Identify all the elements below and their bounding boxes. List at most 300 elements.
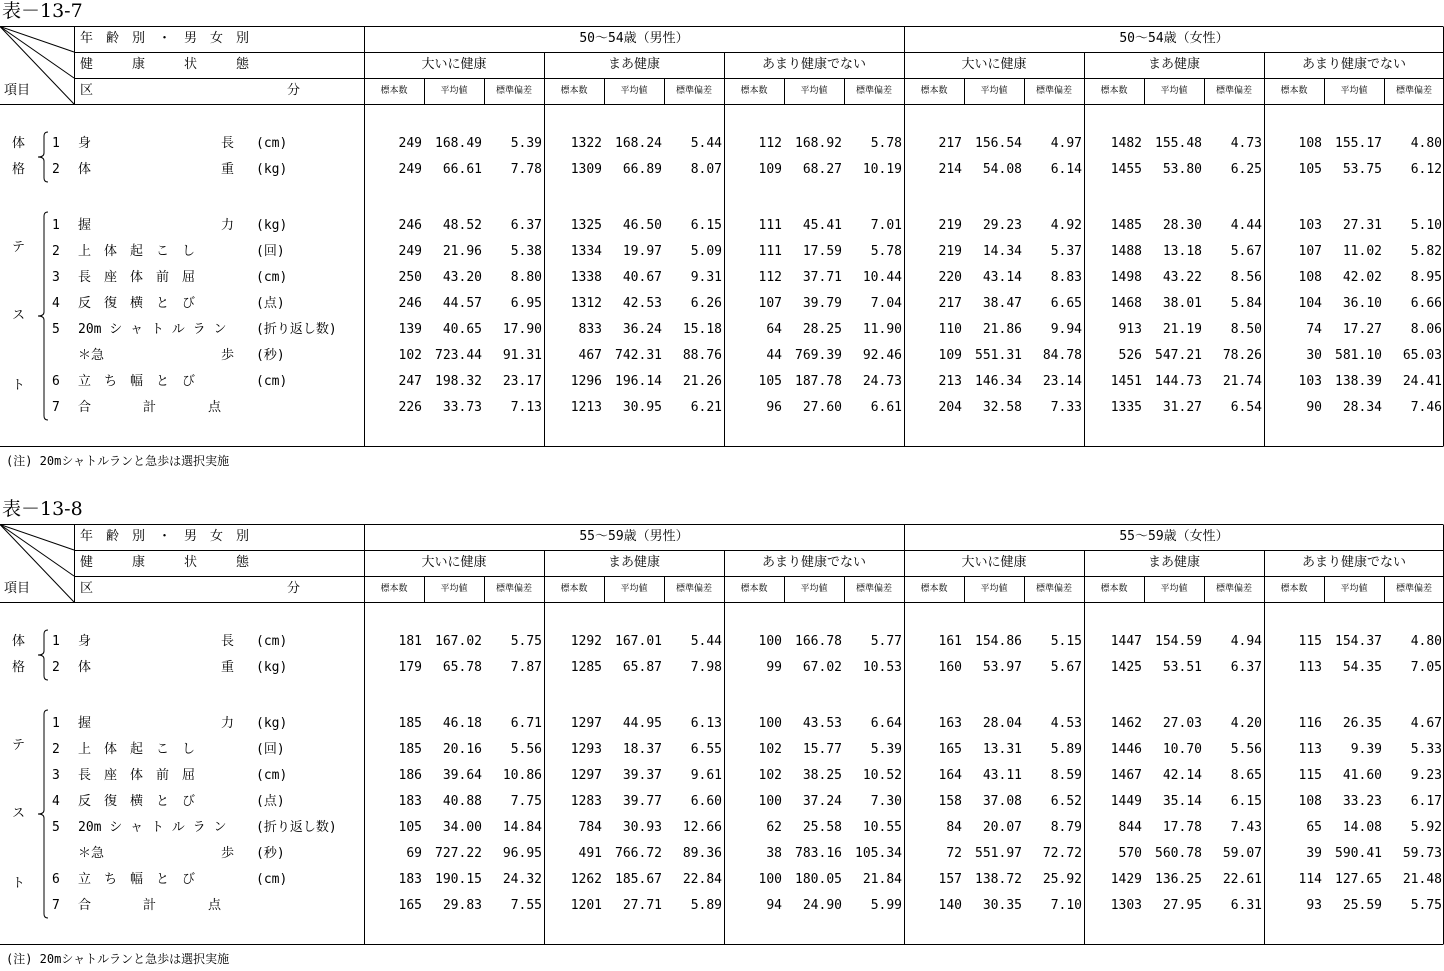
row-item-name: 合 計 点 [78, 898, 222, 913]
table-cell: 72.72 [1042, 846, 1082, 861]
table-cell: 84 [946, 820, 962, 835]
table-cell: 4.94 [1230, 634, 1262, 649]
table-cell: 66.61 [442, 162, 482, 177]
table-cell: 1485 [1110, 218, 1142, 233]
table-cell: 109 [758, 162, 782, 177]
header-female-group: 55～59歳（女性） [1119, 529, 1229, 544]
table-cell: 5.99 [870, 898, 902, 913]
table-cell: 165 [398, 898, 422, 913]
table-cell: 30 [1306, 348, 1322, 363]
table-cell: 4.67 [1410, 716, 1442, 731]
table-cell: 198.32 [435, 374, 482, 389]
table-cell: 8.95 [1410, 270, 1442, 285]
row-item-unit: (点) [256, 296, 285, 311]
header-age-sex: 年 齢 別 ・ 男 女 別 [80, 529, 250, 544]
table-cell: 37.24 [802, 794, 842, 809]
table-cell: 783.16 [795, 846, 842, 861]
group-label-test: ト [12, 378, 26, 393]
table-cell: 42.53 [622, 296, 662, 311]
table-cell: 7.98 [690, 660, 722, 675]
header-stat-type: 標準偏差 [855, 584, 892, 594]
table-cell: 29.23 [982, 218, 1022, 233]
header-stat-type: 標本数 [1280, 86, 1308, 96]
header-stat-type: 標本数 [1100, 584, 1128, 594]
header-stat-type: 標準偏差 [1395, 86, 1432, 96]
row-item-unit: (cm) [256, 872, 288, 887]
table-cell: 6.37 [510, 218, 542, 233]
table-cell: 8.80 [510, 270, 542, 285]
header-health-level: まあ健康 [607, 555, 660, 570]
table-cell: 6.17 [1410, 794, 1442, 809]
table-cell: 219 [938, 244, 962, 259]
table-cell: 18.37 [622, 742, 662, 757]
table-cell: 1335 [1110, 400, 1142, 415]
row-item-name: 合 計 点 [78, 400, 222, 415]
row-item-number: 2 [52, 742, 60, 757]
table-cell: 102 [398, 348, 422, 363]
row-item-number: 5 [52, 322, 60, 337]
table-cell: 54.35 [1342, 660, 1382, 675]
table-cell: 144.73 [1155, 374, 1202, 389]
table-cell: 46.18 [442, 716, 482, 731]
group-label-test: テ [12, 738, 26, 753]
table-cell: 24.32 [502, 872, 542, 887]
table-cell: 5.37 [1050, 244, 1082, 259]
table-cell: 467 [578, 348, 602, 363]
table-cell: 24.73 [862, 374, 902, 389]
table-cell: 8.79 [1050, 820, 1082, 835]
group-label-physique: 格 [12, 162, 26, 177]
table-cell: 115 [1298, 768, 1322, 783]
header-stat-type: 標準偏差 [1215, 86, 1252, 96]
group-label-physique: 格 [12, 660, 26, 675]
header-stat-type: 標準偏差 [1215, 584, 1252, 594]
table-cell: 44.95 [622, 716, 662, 731]
table-cell: 44 [766, 348, 782, 363]
table-cell: 246 [398, 296, 422, 311]
row-item-name: 反 復 横 と び [78, 794, 196, 809]
header-health-level: まあ健康 [607, 57, 660, 72]
table-cell: 5.92 [1410, 820, 1442, 835]
row-item-name: 長 座 体 前 屈 [78, 270, 196, 285]
table-cell: 226 [398, 400, 422, 415]
table-cell: 88.76 [682, 348, 722, 363]
row-item-number: 3 [52, 768, 60, 783]
table-cell: 1309 [570, 162, 602, 177]
table-cell: 7.87 [510, 660, 542, 675]
header-stat-type: 平均値 [800, 584, 828, 594]
table-cell: 1449 [1110, 794, 1142, 809]
row-item-number: 4 [52, 296, 60, 311]
table-cell: 185.67 [615, 872, 662, 887]
table-cell: 24.41 [1402, 374, 1442, 389]
table-cell: 116 [1298, 716, 1322, 731]
group-label-test: ト [12, 876, 26, 891]
table-cell: 1451 [1110, 374, 1142, 389]
table-cell: 23.14 [1042, 374, 1082, 389]
header-stat-type: 平均値 [1340, 584, 1368, 594]
table-cell: 9.23 [1410, 768, 1442, 783]
table-footnote: (注) 20mシャトルランと急歩は選択実施 [6, 454, 230, 468]
table-cell: 247 [398, 374, 422, 389]
table-cell: 92.46 [862, 348, 902, 363]
table-cell: 40.88 [442, 794, 482, 809]
table-cell: 168.92 [795, 136, 842, 151]
table-footnote: (注) 20mシャトルランと急歩は選択実施 [6, 952, 230, 966]
table-cell: 111 [758, 244, 782, 259]
table-cell: 10.19 [862, 162, 902, 177]
table-cell: 6.55 [690, 742, 722, 757]
table-cell: 103 [1298, 218, 1322, 233]
table-cell: 33.73 [442, 400, 482, 415]
table-cell: 6.61 [870, 400, 902, 415]
group-label-test: テ [12, 240, 26, 255]
table-cell: 27.71 [622, 898, 662, 913]
table-cell: 570 [1118, 846, 1142, 861]
table-cell: 46.50 [622, 218, 662, 233]
row-item-name: 反 復 横 と び [78, 296, 196, 311]
table-cell: 5.33 [1410, 742, 1442, 757]
table-cell: 167.02 [435, 634, 482, 649]
group-label-test: ス [12, 806, 26, 821]
header-stat-type: 標本数 [920, 86, 948, 96]
table-cell: 32.58 [982, 400, 1022, 415]
table-cell: 39 [1306, 846, 1322, 861]
table-cell: 38.47 [982, 296, 1022, 311]
group-label-physique: 体 [12, 634, 26, 649]
table-cell: 214 [938, 162, 962, 177]
table-cell: 183 [398, 872, 422, 887]
table-cell: 22.84 [682, 872, 722, 887]
table-cell: 140 [938, 898, 962, 913]
header-bun: 分 [287, 581, 301, 596]
table-cell: 13.31 [982, 742, 1022, 757]
table-cell: 112 [758, 136, 782, 151]
header-stat-type: 平均値 [1160, 584, 1188, 594]
table-cell: 94 [766, 898, 782, 913]
table-cell: 581.10 [1335, 348, 1382, 363]
table-cell: 5.75 [510, 634, 542, 649]
table-cell: 136.25 [1155, 872, 1202, 887]
table-cell: 727.22 [435, 846, 482, 861]
table-cell: 28.04 [982, 716, 1022, 731]
header-stat-type: 標本数 [380, 584, 408, 594]
header-health-level: 大いに健康 [421, 555, 487, 570]
table-cell: 53.80 [1162, 162, 1202, 177]
header-male-group: 55～59歳（男性） [579, 529, 689, 544]
header-health-level: あまり健康でない [1301, 57, 1406, 72]
row-item-name: 立 ち 幅 と び [78, 374, 196, 389]
table-cell: 6.15 [690, 218, 722, 233]
table-cell: 8.65 [1230, 768, 1262, 783]
table-cell: 109 [938, 348, 962, 363]
group-label-test: ス [12, 308, 26, 323]
row-item-number: 1 [52, 136, 60, 151]
table-cell: 1429 [1110, 872, 1142, 887]
table-cell: 90 [1306, 400, 1322, 415]
table-cell: 6.31 [1230, 898, 1262, 913]
table-block-13-8 [0, 498, 1444, 971]
table-cell: 39.64 [442, 768, 482, 783]
header-male-group: 50～54歳（男性） [579, 31, 689, 46]
table-cell: 21.96 [442, 244, 482, 259]
table-cell: 99 [766, 660, 782, 675]
table-cell: 102 [758, 768, 782, 783]
table-cell: 42.14 [1162, 768, 1202, 783]
table-cell: 96 [766, 400, 782, 415]
table-cell: 5.82 [1410, 244, 1442, 259]
table-cell: 31.27 [1162, 400, 1202, 415]
table-cell: 10.53 [862, 660, 902, 675]
brace-path [38, 132, 48, 182]
table-cell: 163 [938, 716, 962, 731]
row-item-unit: (回) [256, 244, 285, 259]
row-item-name: 上 体 起 こ し [78, 742, 196, 757]
table-cell: 139 [398, 322, 422, 337]
table-cell: 8.83 [1050, 270, 1082, 285]
header-age-sex: 年 齢 別 ・ 男 女 別 [80, 31, 250, 46]
table-cell: 5.78 [870, 244, 902, 259]
table-cell: 8.07 [690, 162, 722, 177]
row-item-number: 4 [52, 794, 60, 809]
table-cell: 158 [938, 794, 962, 809]
brace-path [38, 212, 48, 420]
table-cell: 93 [1306, 898, 1322, 913]
table-cell: 103 [1298, 374, 1322, 389]
table-cell: 1297 [570, 768, 602, 783]
table-cell: 1447 [1110, 634, 1142, 649]
table-cell: 1283 [570, 794, 602, 809]
table-cell: 43.11 [982, 768, 1022, 783]
row-item-unit: (cm) [256, 270, 288, 285]
header-stat-type: 平均値 [440, 584, 468, 594]
table-cell: 10.70 [1162, 742, 1202, 757]
row-item-name: 上 体 起 こ し [78, 244, 196, 259]
table-cell: 547.21 [1155, 348, 1202, 363]
row-item-name: 長 座 体 前 屈 [78, 768, 196, 783]
table-cell: 43.53 [802, 716, 842, 731]
table-cell: 53.75 [1342, 162, 1382, 177]
table-cell: 23.17 [502, 374, 542, 389]
table-cell: 102 [758, 742, 782, 757]
row-item-name: 身 長 [78, 136, 235, 151]
table-cell: 204 [938, 400, 962, 415]
header-health-level: 大いに健康 [961, 57, 1027, 72]
row-item-number: 7 [52, 400, 60, 415]
table-cell: 22.61 [1222, 872, 1262, 887]
table-cell: 7.05 [1410, 660, 1442, 675]
table-cell: 1293 [570, 742, 602, 757]
header-stat-type: 標本数 [1280, 584, 1308, 594]
table-cell: 115 [1298, 634, 1322, 649]
table-cell: 7.43 [1230, 820, 1262, 835]
table-cell: 7.78 [510, 162, 542, 177]
table-cell: 217 [938, 296, 962, 311]
table-cell: 25.58 [802, 820, 842, 835]
row-item-number: 2 [52, 244, 60, 259]
table-cell: 166.78 [795, 634, 842, 649]
table-cell: 181 [398, 634, 422, 649]
table-cell: 249 [398, 136, 422, 151]
table-cell: 6.15 [1230, 794, 1262, 809]
table-cell: 5.39 [870, 742, 902, 757]
table-cell: 249 [398, 162, 422, 177]
table-cell: 12.66 [682, 820, 722, 835]
header-bun: 分 [287, 83, 301, 98]
table-cell: 9.39 [1350, 742, 1382, 757]
table-cell: 27.03 [1162, 716, 1202, 731]
table-cell: 526 [1118, 348, 1142, 363]
table-cell: 91.31 [502, 348, 542, 363]
table-cell: 1468 [1110, 296, 1142, 311]
row-item-number: 6 [52, 872, 60, 887]
table-cell: 5.89 [690, 898, 722, 913]
row-item-unit: (kg) [256, 162, 288, 177]
table-cell: 4.20 [1230, 716, 1262, 731]
table-cell: 43.14 [982, 270, 1022, 285]
table-cell: 8.50 [1230, 322, 1262, 337]
table-cell: 108 [1298, 136, 1322, 151]
table-cell: 65.78 [442, 660, 482, 675]
header-stat-type: 平均値 [1160, 86, 1188, 96]
table-cell: 127.65 [1335, 872, 1382, 887]
table-cell: 108 [1298, 270, 1322, 285]
table-cell: 30.35 [982, 898, 1022, 913]
table-cell: 1262 [570, 872, 602, 887]
table-cell: 21.84 [862, 872, 902, 887]
header-female-group: 50～54歳（女性） [1119, 31, 1229, 46]
header-stat-type: 標本数 [740, 86, 768, 96]
table-cell: 25.92 [1042, 872, 1082, 887]
table-cell: 28.34 [1342, 400, 1382, 415]
table-cell: 187.78 [795, 374, 842, 389]
table-cell: 220 [938, 270, 962, 285]
table-cell: 5.15 [1050, 634, 1082, 649]
table-cell: 45.41 [802, 218, 842, 233]
table-cell: 168.49 [435, 136, 482, 151]
table-cell: 4.97 [1050, 136, 1082, 151]
table-cell: 39.77 [622, 794, 662, 809]
table-cell: 560.78 [1155, 846, 1202, 861]
table-cell: 107 [1298, 244, 1322, 259]
header-health-level: あまり健康でない [761, 57, 866, 72]
table-cell: 105 [398, 820, 422, 835]
header-stat-type: 標本数 [740, 584, 768, 594]
table-cell: 219 [938, 218, 962, 233]
table-cell: 1285 [570, 660, 602, 675]
table-cell: 6.21 [690, 400, 722, 415]
table-cell: 4.80 [1410, 634, 1442, 649]
table-cell: 6.25 [1230, 162, 1262, 177]
row-item-number: 6 [52, 374, 60, 389]
table-cell: 5.77 [870, 634, 902, 649]
table-cell: 164 [938, 768, 962, 783]
table-cell: 155.17 [1335, 136, 1382, 151]
table-cell: 161 [938, 634, 962, 649]
row-item-number: 3 [52, 270, 60, 285]
table-cell: 59.73 [1402, 846, 1442, 861]
header-stat-type: 平均値 [980, 584, 1008, 594]
table-cell: 62 [766, 820, 782, 835]
table-cell: 180.05 [795, 872, 842, 887]
table-cell: 44.57 [442, 296, 482, 311]
table-cell: 1297 [570, 716, 602, 731]
row-item-number: 2 [52, 660, 60, 675]
header-stat-type: 標準偏差 [855, 86, 892, 96]
table-cell: 190.15 [435, 872, 482, 887]
header-stat-type: 標準偏差 [495, 86, 532, 96]
table-cell: 38.25 [802, 768, 842, 783]
table-cell: 17.59 [802, 244, 842, 259]
table-cell: 7.55 [510, 898, 542, 913]
table-cell: 11.90 [862, 322, 902, 337]
header-health-level: まあ健康 [1147, 555, 1200, 570]
table-cell: 154.86 [975, 634, 1022, 649]
header-health-level: 大いに健康 [961, 555, 1027, 570]
table-cell: 40.65 [442, 322, 482, 337]
header-stat-type: 平均値 [1340, 86, 1368, 96]
header-stat-type: 標本数 [1100, 86, 1128, 96]
table-cell: 17.27 [1342, 322, 1382, 337]
row-item-name: 身 長 [78, 634, 235, 649]
table-cell: 138.39 [1335, 374, 1382, 389]
table-cell: 1455 [1110, 162, 1142, 177]
table-cell: 43.22 [1162, 270, 1202, 285]
table-cell: 30.95 [622, 400, 662, 415]
table-cell: 4.92 [1050, 218, 1082, 233]
table-cell: 5.75 [1410, 898, 1442, 913]
table-cell: 7.46 [1410, 400, 1442, 415]
row-item-number: 1 [52, 716, 60, 731]
table-cell: 4.73 [1230, 136, 1262, 151]
table-cell: 8.06 [1410, 322, 1442, 337]
table-cell: 65.03 [1402, 348, 1442, 363]
header-item: 項目 [4, 581, 31, 596]
table-cell: 42.02 [1342, 270, 1382, 285]
row-item-name: 握 力 [78, 218, 235, 233]
table-cell: 111 [758, 218, 782, 233]
table-cell: 1462 [1110, 716, 1142, 731]
row-item-number: 7 [52, 898, 60, 913]
table-cell: 105.34 [855, 846, 902, 861]
table-cell: 179 [398, 660, 422, 675]
row-item-unit: (cm) [256, 768, 288, 783]
table-cell: 217 [938, 136, 962, 151]
table-cell: 13.18 [1162, 244, 1202, 259]
table-cell: 21.26 [682, 374, 722, 389]
table-cell: 250 [398, 270, 422, 285]
row-item-unit: (点) [256, 794, 285, 809]
row-item-name: 20m シ ャ ト ル ラ ン [78, 820, 227, 835]
header-stat-type: 標本数 [560, 86, 588, 96]
header-stat-type: 平均値 [800, 86, 828, 96]
table-cell: 74 [1306, 322, 1322, 337]
table-cell: 89.36 [682, 846, 722, 861]
table-cell: 17.78 [1162, 820, 1202, 835]
table-cell: 112 [758, 270, 782, 285]
header-item: 項目 [4, 83, 31, 98]
table-cell: 1425 [1110, 660, 1142, 675]
table-cell: 21.48 [1402, 872, 1442, 887]
table-cell: 6.12 [1410, 162, 1442, 177]
table-cell: 9.94 [1050, 322, 1082, 337]
table-cell: 138.72 [975, 872, 1022, 887]
table-cell: 9.61 [690, 768, 722, 783]
table-cell: 96.95 [502, 846, 542, 861]
table-cell: 249 [398, 244, 422, 259]
table-cell: 196.14 [615, 374, 662, 389]
table-cell: 167.01 [615, 634, 662, 649]
